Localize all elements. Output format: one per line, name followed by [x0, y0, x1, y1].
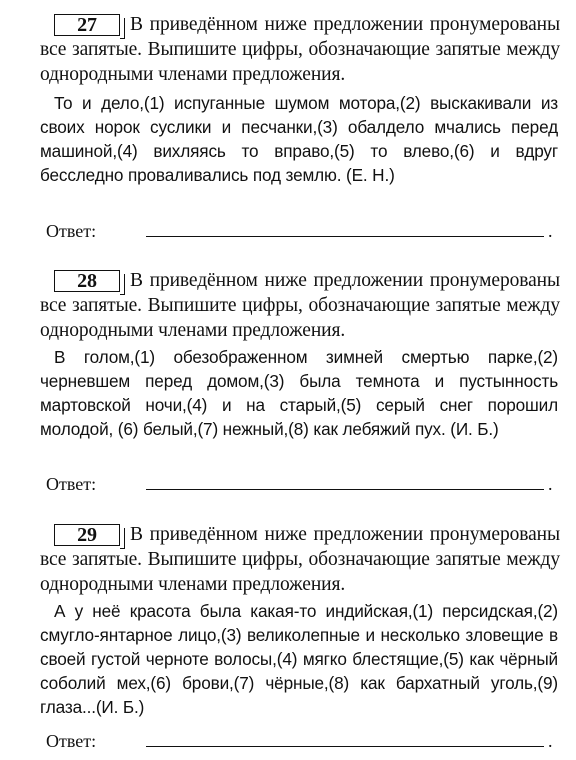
answer-label: Ответ: [46, 474, 97, 494]
answer-row [46, 472, 556, 496]
task-sentence: В голом,(1) обезображенном зимней смертью парке,(2) черневшем перед домом,(3) была темнота и пустынность мартовской ночи,(4) и на старый,(5) серый снег порошил молодой, (6) белый,(7) нежный,(8) как лебяжий пух. (И. Б.) [40, 347, 558, 439]
task-number-box: 28 [54, 270, 120, 292]
instruction-text: В приведённом ниже предложении пронумерованы все запятые. Выпишите цифры, обозначающие запятые между однородными членами предложения. [40, 270, 560, 341]
answer-input-line[interactable] [146, 236, 544, 237]
instruction-text: В приведённом ниже предложении пронумерованы все запятые. Выпишите цифры, обозначающие запятые между однородными членами предложения. [40, 524, 560, 595]
answer-end-mark: . [548, 474, 553, 494]
answer-label: Ответ: [46, 221, 97, 241]
answer-end-mark: . [548, 731, 553, 751]
task-number-box: 27 [54, 14, 120, 36]
task-instruction [40, 268, 560, 343]
answer-end-mark: . [548, 221, 553, 241]
task-instruction [40, 522, 560, 597]
answer-row [46, 729, 556, 753]
answer-row [46, 219, 556, 243]
instruction-text: В приведённом ниже предложении пронумерованы все запятые. Выпишите цифры, обозначающие запятые между однородными членами предложения. [40, 14, 560, 85]
answer-label: Ответ: [46, 731, 97, 751]
answer-input-line[interactable] [146, 489, 544, 490]
task-sentence: А у неё красота была какая-то индийская,(1) персидская,(2) смугло-янтарное лицо,(3) великолепные и несколько зловещие в своей густой черноте волосы,(4) мягко блестящие,(5) как чёрный соболий мех,(6) брови,(7) чёрные,(8) как бархатный уголь,(9) глаза...(И. Б.) [40, 601, 558, 717]
task-instruction [40, 12, 560, 87]
answer-input-line[interactable] [146, 746, 544, 747]
task-sentence: То и дело,(1) испуганные шумом мотора,(2) выскакивали из своих норок суслики и песчанки,(3) обалдело мчались перед машиной,(4) вихляясь то вправо,(5) то влево,(6) и вдруг бесследно проваливались под землю. (Е. Н.) [40, 93, 558, 185]
task-number-box: 29 [54, 524, 120, 546]
